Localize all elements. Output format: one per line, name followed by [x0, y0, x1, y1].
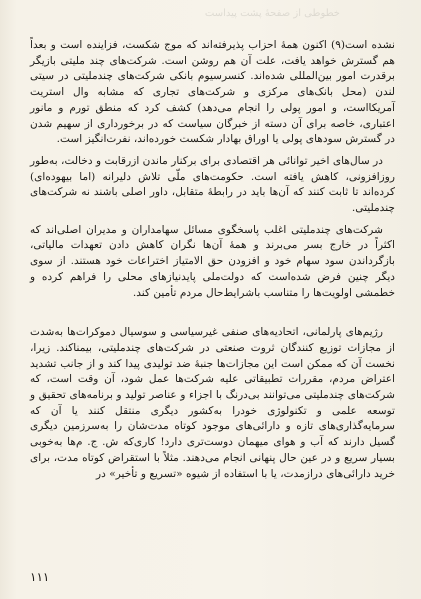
paragraph-gap: [30, 307, 395, 325]
paragraph-4: رژیم‌های پارلمانی، اتحادیه‌های صنفی غیرسیاسی و سوسیال دموکرات‌ها به‌شدت از مجازات توزیع کنندگان ثروت صنعتی در شرکت‌های چندملیتی، بیمناکند. زیرا، نخست آن که ممکن است این مجازات‌ها جنبهٔ ضد تولیدی پیدا کند و از جانب تشدید اعتراض مردم، مقررات تطبیقاتی علیه شرکت‌ها عمل شود، آن وقت است، که شرکت‌های چندملیتی می‌توانند بی‌درنگ با اجزاء و عناصر تولید و برنامه‌های تحقیق و توسعه علمی و تکنولوژی خودرا به‌کشور دیگری منتقل کنند یا آن که سرمایه‌گذاری‌های تازه و دارائی‌های موجود کوتاه مدت‌شان را به‌سرزمین دیگری گسیل دارند که آب و هوای میهمان دوست‌تری دارد! کاری‌که ش. ج. م‌ها به‌خوبی بسیار سریع و در عین حال پنهانی انجام می‌دهند. مثلاً با استقراض کوتاه مدت، برای خرید دارائی‌های درازمدت، یا با استفاده از شیوه «تسریع و تأخیر» در: [30, 326, 395, 480]
page-number: ۱۱۱: [30, 570, 50, 584]
bleed-through-text: خطوطی از صفحهٔ پشت پیداست: [204, 8, 340, 19]
paragraph-1: نشده است(۹) اکنون همهٔ احزاب پذیرفته‌اند که موج شکست، فزاینده است و بعداً هم گسترش خواهد یافت، علت آن هم روشن است. شرکت‌های چند ملیتی بازیگر برقدرت امور بین‌المللی شده‌اند. کنسرسیوم بانکی شرکت‌های چندملیتی در سیتی لندن (محل بانک‌های مرکزی و شرکت‌های تجاری که مشابه وال استریت آمریکااست، و امور پولی را انجام می‌دهد) کشف کرد که منطق تورم و مانور اعتباری، خاصه برای آن دسته از خبرگان سیاست که در برخورداری از سهیم شدن در گسترش سودهای پولی یا اوراق بهادار شکست خورده‌اند، نفرت‌انگیز است.: [30, 39, 396, 146]
body-text: [30, 38, 395, 488]
paragraph-3: شرکت‌های چندملیتی اغلب پاسخگوی مسائل سهامداران و مدیران اصلی‌اند که اکثراً در خارج بسر می‌برند و همهٔ آن‌ها نگران کاهش دادن تعهدات مالیاتی، بازگرداندن سود سهام خود و افزودن حق الامتیاز اختراعات خود هستند. از سوی دیگر چنین فرض شده‌است که دولت‌ملی پایدنیازهای محلی را فراهم کرده و خطمشی اولویت‌ها را متناسب باشرایط‌حال مردم تأمین کند.: [30, 223, 395, 299]
paragraph-2: در سال‌های اخیر توانائی هر اقتصادی برای برکنار ماندن ازرقابت و دخالت، به‌طور روزافزونی، کاهش یافته است. حکومت‌های ملّی تلاش دلیرانه (اما بیهوده‌ای) کرده‌اند تا ثابت کنند که آن‌ها باید در رابطهٔ متقابل، داور اصلی باشند نه شرکت‌های چندملیتی.: [30, 154, 395, 215]
